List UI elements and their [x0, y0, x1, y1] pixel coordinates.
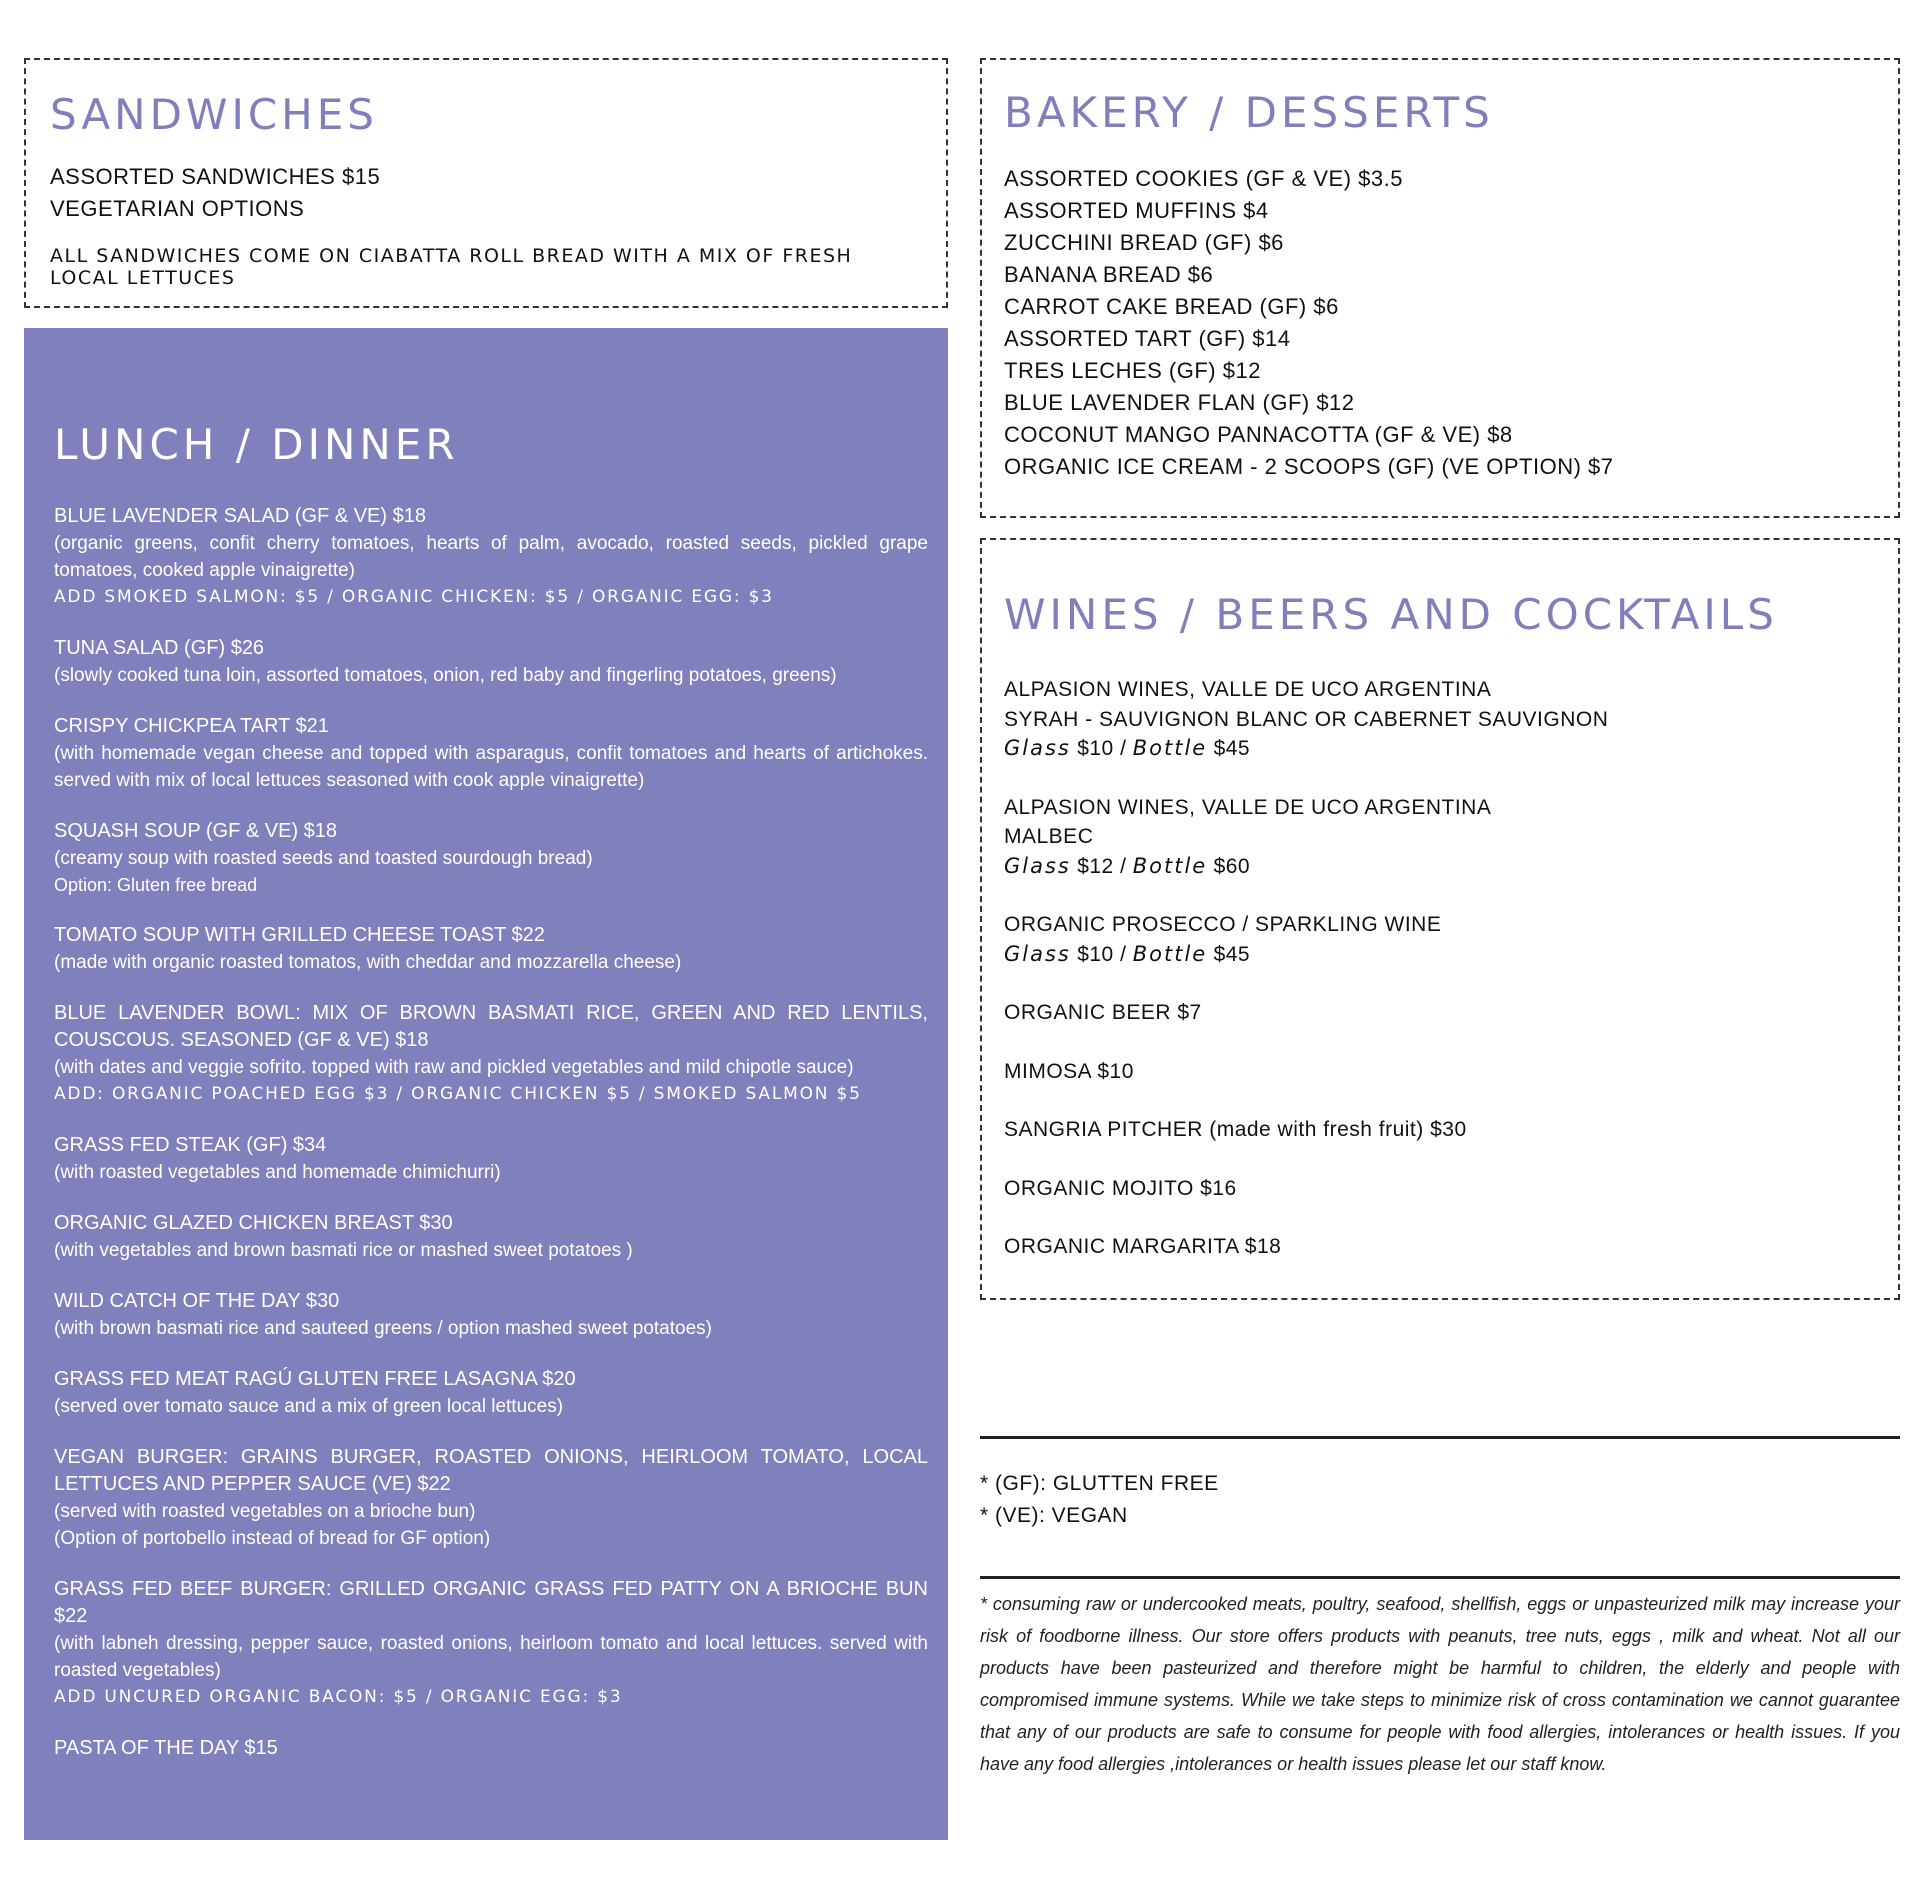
bakery-item: CARROT CAKE BREAD (GF) $6 — [1004, 294, 1339, 319]
legend-gf: * (GF): GLUTTEN FREE — [980, 1472, 1219, 1495]
dish-item — [54, 818, 928, 898]
drink-line: ALPASION WINES, VALLE DE UCO ARGENTINA — [1004, 795, 1492, 819]
dish-item — [54, 1366, 928, 1420]
drink-line: ALPASION WINES, VALLE DE UCO ARGENTINA — [1004, 678, 1492, 701]
dish-name: PASTA OF THE DAY $15 — [54, 1737, 278, 1759]
dish-item — [54, 1210, 928, 1264]
divider — [980, 1436, 1900, 1439]
dish-description: (served over tomato sauce and a mix of green local lettuces) — [54, 1396, 564, 1417]
glass-price: $10 / — [1070, 942, 1133, 966]
wine-list — [1004, 675, 1876, 1262]
dish-name: GRASS FED STEAK (GF) $34 — [54, 1134, 327, 1156]
drink-line: ORGANIC BEER $7 — [1004, 1001, 1202, 1024]
dish-description: (organic greens, confit cherry tomatoes, hearts of palm, avocado, roasted seeds, pickled grape tomatoes, cooked apple vinaigrette) — [54, 533, 928, 581]
dish-description: (served with roasted vegetables on a brioche bun) — [54, 1501, 476, 1522]
dish-item — [54, 1444, 928, 1552]
bakery-item: ASSORTED MUFFINS $4 — [1004, 198, 1269, 223]
drink-price — [1004, 940, 1876, 970]
wines-title: WINES / BEERS AND COCKTAILS — [1004, 590, 1778, 639]
sandwiches-title: SANDWICHES — [50, 90, 378, 139]
glass-price: $10 / — [1070, 737, 1133, 760]
glass-price: $12 / — [1070, 854, 1133, 878]
drink-price — [1004, 852, 1876, 882]
drink-line: ORGANIC MARGARITA $18 — [1004, 1235, 1282, 1258]
divider — [980, 1576, 1900, 1579]
dish-description: (with homemade vegan cheese and topped with asparagus, confit tomatoes and hearts of artichokes. served with mix of local lettuces seasoned with cook apple vinaigrette) — [54, 743, 928, 791]
sandwich-item: VEGETARIAN OPTIONS — [50, 196, 305, 221]
glass-label: Glass — [1004, 736, 1071, 760]
dish-description: (with labneh dressing, pepper sauce, roasted onions, heirloom tomato and local lettuces. served with roasted vegetables) — [54, 1633, 928, 1681]
dish-description: (with dates and veggie sofrito. topped with raw and pickled vegetables and mild chipotle sauce) — [54, 1057, 854, 1078]
dish-list — [54, 503, 928, 1762]
glass-label: Glass — [1004, 941, 1071, 966]
bakery-item: TRES LECHES (GF) $12 — [1004, 358, 1261, 383]
dish-item — [54, 1000, 928, 1108]
dish-item — [54, 922, 928, 976]
dish-description: (creamy soup with roasted seeds and toasted sourdough bread) — [54, 848, 593, 869]
dish-description: (with roasted vegetables and homemade chimichurri) — [54, 1162, 501, 1183]
bakery-desserts-title: BAKERY / DESSERTS — [1004, 88, 1494, 137]
bakery-item: ORGANIC ICE CREAM - 2 SCOOPS (GF) (VE OPTION) $7 — [1004, 454, 1614, 479]
drink-line: SYRAH - SAUVIGNON BLANC OR CABERNET SAUVIGNON — [1004, 707, 1609, 731]
bottle-price: $45 — [1207, 737, 1251, 760]
dish-item — [54, 503, 928, 611]
dish-name: TUNA SALAD (GF) $26 — [54, 637, 265, 659]
bakery-item: BLUE LAVENDER FLAN (GF) $12 — [1004, 390, 1355, 415]
dish-name: GRASS FED BEEF BURGER: GRILLED ORGANIC GRASS FED PATTY ON A BRIOCHE BUN $22 — [54, 1578, 928, 1627]
drink-item — [1004, 910, 1876, 969]
dish-option: Option: Gluten free bread — [54, 875, 258, 895]
bakery-item: COCONUT MANGO PANNACOTTA (GF & VE) $8 — [1004, 422, 1513, 447]
drink-item — [1004, 675, 1876, 764]
dish-description: (slowly cooked tuna loin, assorted tomatoes, onion, red baby and fingerling potatoes, greens) — [54, 665, 837, 686]
bottle-label: Bottle — [1132, 736, 1208, 760]
dish-addon: ADD SMOKED SALMON: $5 / ORGANIC CHICKEN: $5 / ORGANIC EGG: $3 — [54, 587, 774, 607]
drink-line: ORGANIC PROSECCO / SPARKLING WINE — [1004, 913, 1442, 936]
dish-item — [54, 1132, 928, 1186]
drink-item — [1004, 793, 1876, 882]
drink-item — [1004, 998, 1876, 1028]
drink-item — [1004, 1057, 1876, 1087]
dish-item — [54, 635, 928, 689]
drink-item — [1004, 1115, 1876, 1145]
lunch-dinner-section — [24, 328, 948, 1840]
drink-item — [1004, 1232, 1876, 1262]
drink-price — [1004, 734, 1876, 764]
bottle-price: $45 — [1207, 942, 1251, 966]
bottle-price: $60 — [1207, 854, 1251, 878]
dish-name: ORGANIC GLAZED CHICKEN BREAST $30 — [54, 1212, 453, 1234]
dish-name: BLUE LAVENDER SALAD (GF & VE) $18 — [54, 505, 426, 527]
dish-name: CRISPY CHICKPEA TART $21 — [54, 715, 329, 737]
dish-name: VEGAN BURGER: GRAINS BURGER, ROASTED ONIONS, HEIRLOOM TOMATO, LOCAL LETTUCES AND PEPPER SAUCE (VE) $22 — [54, 1446, 928, 1495]
dish-name: SQUASH SOUP (GF & VE) $18 — [54, 820, 338, 842]
dish-name: GRASS FED MEAT RAGÚ GLUTEN FREE LASAGNA $20 — [54, 1368, 576, 1390]
dish-item — [54, 1735, 928, 1762]
dish-description: (with brown basmati rice and sauteed greens / option mashed sweet potatoes) — [54, 1318, 712, 1339]
dish-item — [54, 1288, 928, 1342]
legend — [980, 1468, 1219, 1532]
bakery-item: BANANA BREAD $6 — [1004, 262, 1214, 287]
bottle-label: Bottle — [1132, 853, 1208, 878]
dish-item — [54, 713, 928, 794]
drink-line: SANGRIA PITCHER (made with fresh fruit) $30 — [1004, 1118, 1467, 1141]
bakery-item: ASSORTED TART (GF) $14 — [1004, 326, 1291, 351]
dish-addon: ADD UNCURED ORGANIC BACON: $5 / ORGANIC EGG: $3 — [54, 1687, 623, 1707]
lunch-dinner-title: LUNCH / DINNER — [54, 420, 459, 469]
wines-beers-cocktails-section — [980, 538, 1900, 1300]
dish-name: WILD CATCH OF THE DAY $30 — [54, 1290, 340, 1312]
bakery-item: ZUCCHINI BREAD (GF) $6 — [1004, 230, 1284, 255]
sandwiches-section — [24, 58, 948, 308]
bakery-list — [1004, 163, 1876, 483]
dish-description: (with vegetables and brown basmati rice or mashed sweet potatoes ) — [54, 1240, 633, 1261]
legend-ve: * (VE): VEGAN — [980, 1504, 1128, 1527]
dish-description: (made with organic roasted tomatos, with cheddar and mozzarella cheese) — [54, 952, 682, 973]
drink-item — [1004, 1174, 1876, 1204]
bottle-label: Bottle — [1132, 941, 1208, 966]
dish-name: BLUE LAVENDER BOWL: MIX OF BROWN BASMATI RICE, GREEN AND RED LENTILS, COUSCOUS. SEASONED (GF & VE) $18 — [54, 1002, 928, 1051]
sandwich-item: ASSORTED SANDWICHES $15 — [50, 164, 381, 189]
bakery-desserts-section — [980, 58, 1900, 518]
bakery-item: ASSORTED COOKIES (GF & VE) $3.5 — [1004, 166, 1403, 191]
glass-label: Glass — [1004, 853, 1071, 878]
allergy-disclaimer: * consuming raw or undercooked meats, poultry, seafood, shellfish, eggs or unpasteurized milk may increase your risk of foodborne illness. Our store offers products with peanuts, tree nuts, eggs , milk and wheat. Not all our products have been pasteurized and therefore might be harmful to children, the elderly and people with compromised immune systems. While we take steps to minimize risk of cross contamination we cannot guarantee that any of our products are safe to consume for people with food allergies, intolerances or health issues. If you have any food allergies ,intolerances or health issues please let our staff know. — [980, 1594, 1900, 1774]
dish-item — [54, 1576, 928, 1711]
drink-line: MIMOSA $10 — [1004, 1059, 1134, 1083]
dish-description: (Option of portobello instead of bread for GF option) — [54, 1528, 491, 1549]
drink-line: ORGANIC MOJITO $16 — [1004, 1176, 1237, 1200]
sandwiches-note: ALL SANDWICHES COME ON CIABATTA ROLL BREAD WITH A MIX OF FRESH LOCAL LETTUCES — [50, 245, 853, 289]
dish-addon: ADD: ORGANIC POACHED EGG $3 / ORGANIC CHICKEN $5 / SMOKED SALMON $5 — [54, 1084, 862, 1104]
dish-name: TOMATO SOUP WITH GRILLED CHEESE TOAST $22 — [54, 924, 545, 946]
drink-line: MALBEC — [1004, 825, 1094, 848]
